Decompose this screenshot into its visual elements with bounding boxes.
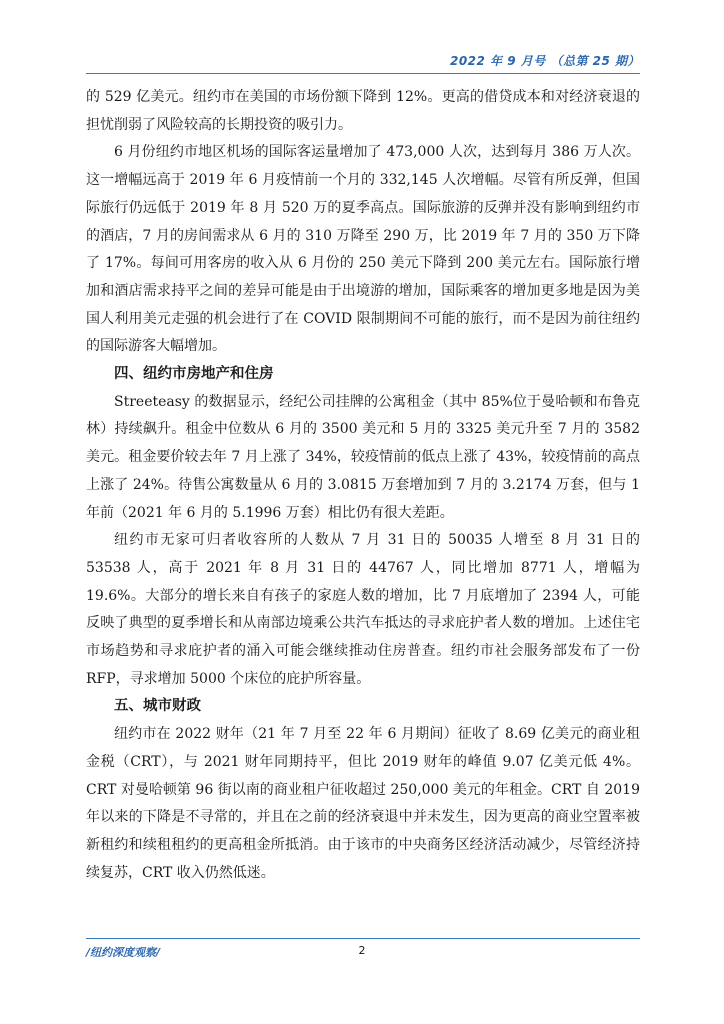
- paragraph-tourism: 6 月份纽约市地区机场的国际客运量增加了 473,000 人次，达到每月 386 万人次。这一增幅远高于 2019 年 6 月疫情前一个月的 332,145 人次增幅。尽管有所反弹，但国际旅行仍远低于 2019 年 8 月 520 万的夏季高点。国际旅游的反弹并没有影响到纽约市的酒店，7 月的房间需求从 6 月的 310 万降至 290 万，比 2019 年 7 月的 350 万下降了 17%。每间可用客房的收入从 6 月份的 250 美元下降到 200 美元左右。国际旅行增加和酒店需求持平之间的差异可能是由于出境游的增加，国际乘客的增加更多地是因为美国人利用美元走强的机会进行了在 COVID 限制期间不可能的旅行，而不是因为前往纽约的国际游客大幅增加。: [86, 144, 640, 355]
- paragraph-shelter: 纽约市无家可归者收容所的人数从 7 月 31 日的 50035 人增至 8 月 31 日的 53538 人，高于 2021 年 8 月 31 日的 44767 人，同比增加 8771 人，增幅为 19.6%。大部分的增长来自有孩子的家庭人数的增加，比 7 月底增加了 2394 人，可能反映了典型的夏季增长和从南部边境乘公共汽车抵达的寻求庇护者人数的增加。上述住宅市场趋势和寻求庇护者的涌入可能会继续推动住房普查。纽约市社会服务部发布了一份 RFP，寻求增加 5000 个床位的庇护所容量。: [86, 532, 640, 687]
- paragraph-finance: 纽约市在 2022 财年（21 年 7 月至 22 年 6 月期间）征收了 8.69 亿美元的商业租金税（CRT），与 2021 财年同期持平，但比 2019 财年的峰值 9.07 亿美元低 4%。CRT 对曼哈顿第 96 街以南的商业租户征收超过 250,000 美元的年租金。CRT 自 2019 年以来的下降是不寻常的，并且在之前的经济衰退中并未发生，因为更高的商业空置率被新租约和续租租约的更高租金所抵消。由于该市的中央商务区经济活动减少，尽管经济持续复苏，CRT 收入仍然低迷。: [86, 726, 640, 881]
- section-heading-city-finance: 五、城市财政: [114, 698, 201, 715]
- section-heading-real-estate: 四、纽约市房地产和住房: [114, 366, 274, 383]
- paragraph-carryover: 的 529 亿美元。纽约市在美国的市场份额下降到 12%。更高的借贷成本和对经济衰退的担忧削弱了风险较高的长期投资的吸引力。: [86, 89, 640, 133]
- header-divider: [86, 73, 640, 74]
- header-issue-label: 2022 年 9 月号 （总第 25 期）: [449, 54, 640, 68]
- footer-publication-name: /纽约深度观察/: [86, 946, 161, 959]
- page-number: 2: [358, 944, 366, 957]
- paragraph-rent: Streeteasy 的数据显示，经纪公司挂牌的公寓租金（其中 85%位于曼哈顿和布鲁克林）持续飙升。租金中位数从 6 月的 3500 美元和 5 月的 3325 美元升至 7 月的 3582 美元。租金要价较去年 7 月上涨了 34%，较疫情前的低点上涨了 43%，较疫情前的高点上涨了 24%。待售公寓数量从 6 月的 3.0815 万套增加到 7 月的 3.2174 万套，但与 1 年前（2021 年 6 月的 5.1996 万套）相比仍有很大差距。: [86, 393, 640, 521]
- footer-divider: [86, 938, 640, 939]
- article-body: [86, 84, 640, 887]
